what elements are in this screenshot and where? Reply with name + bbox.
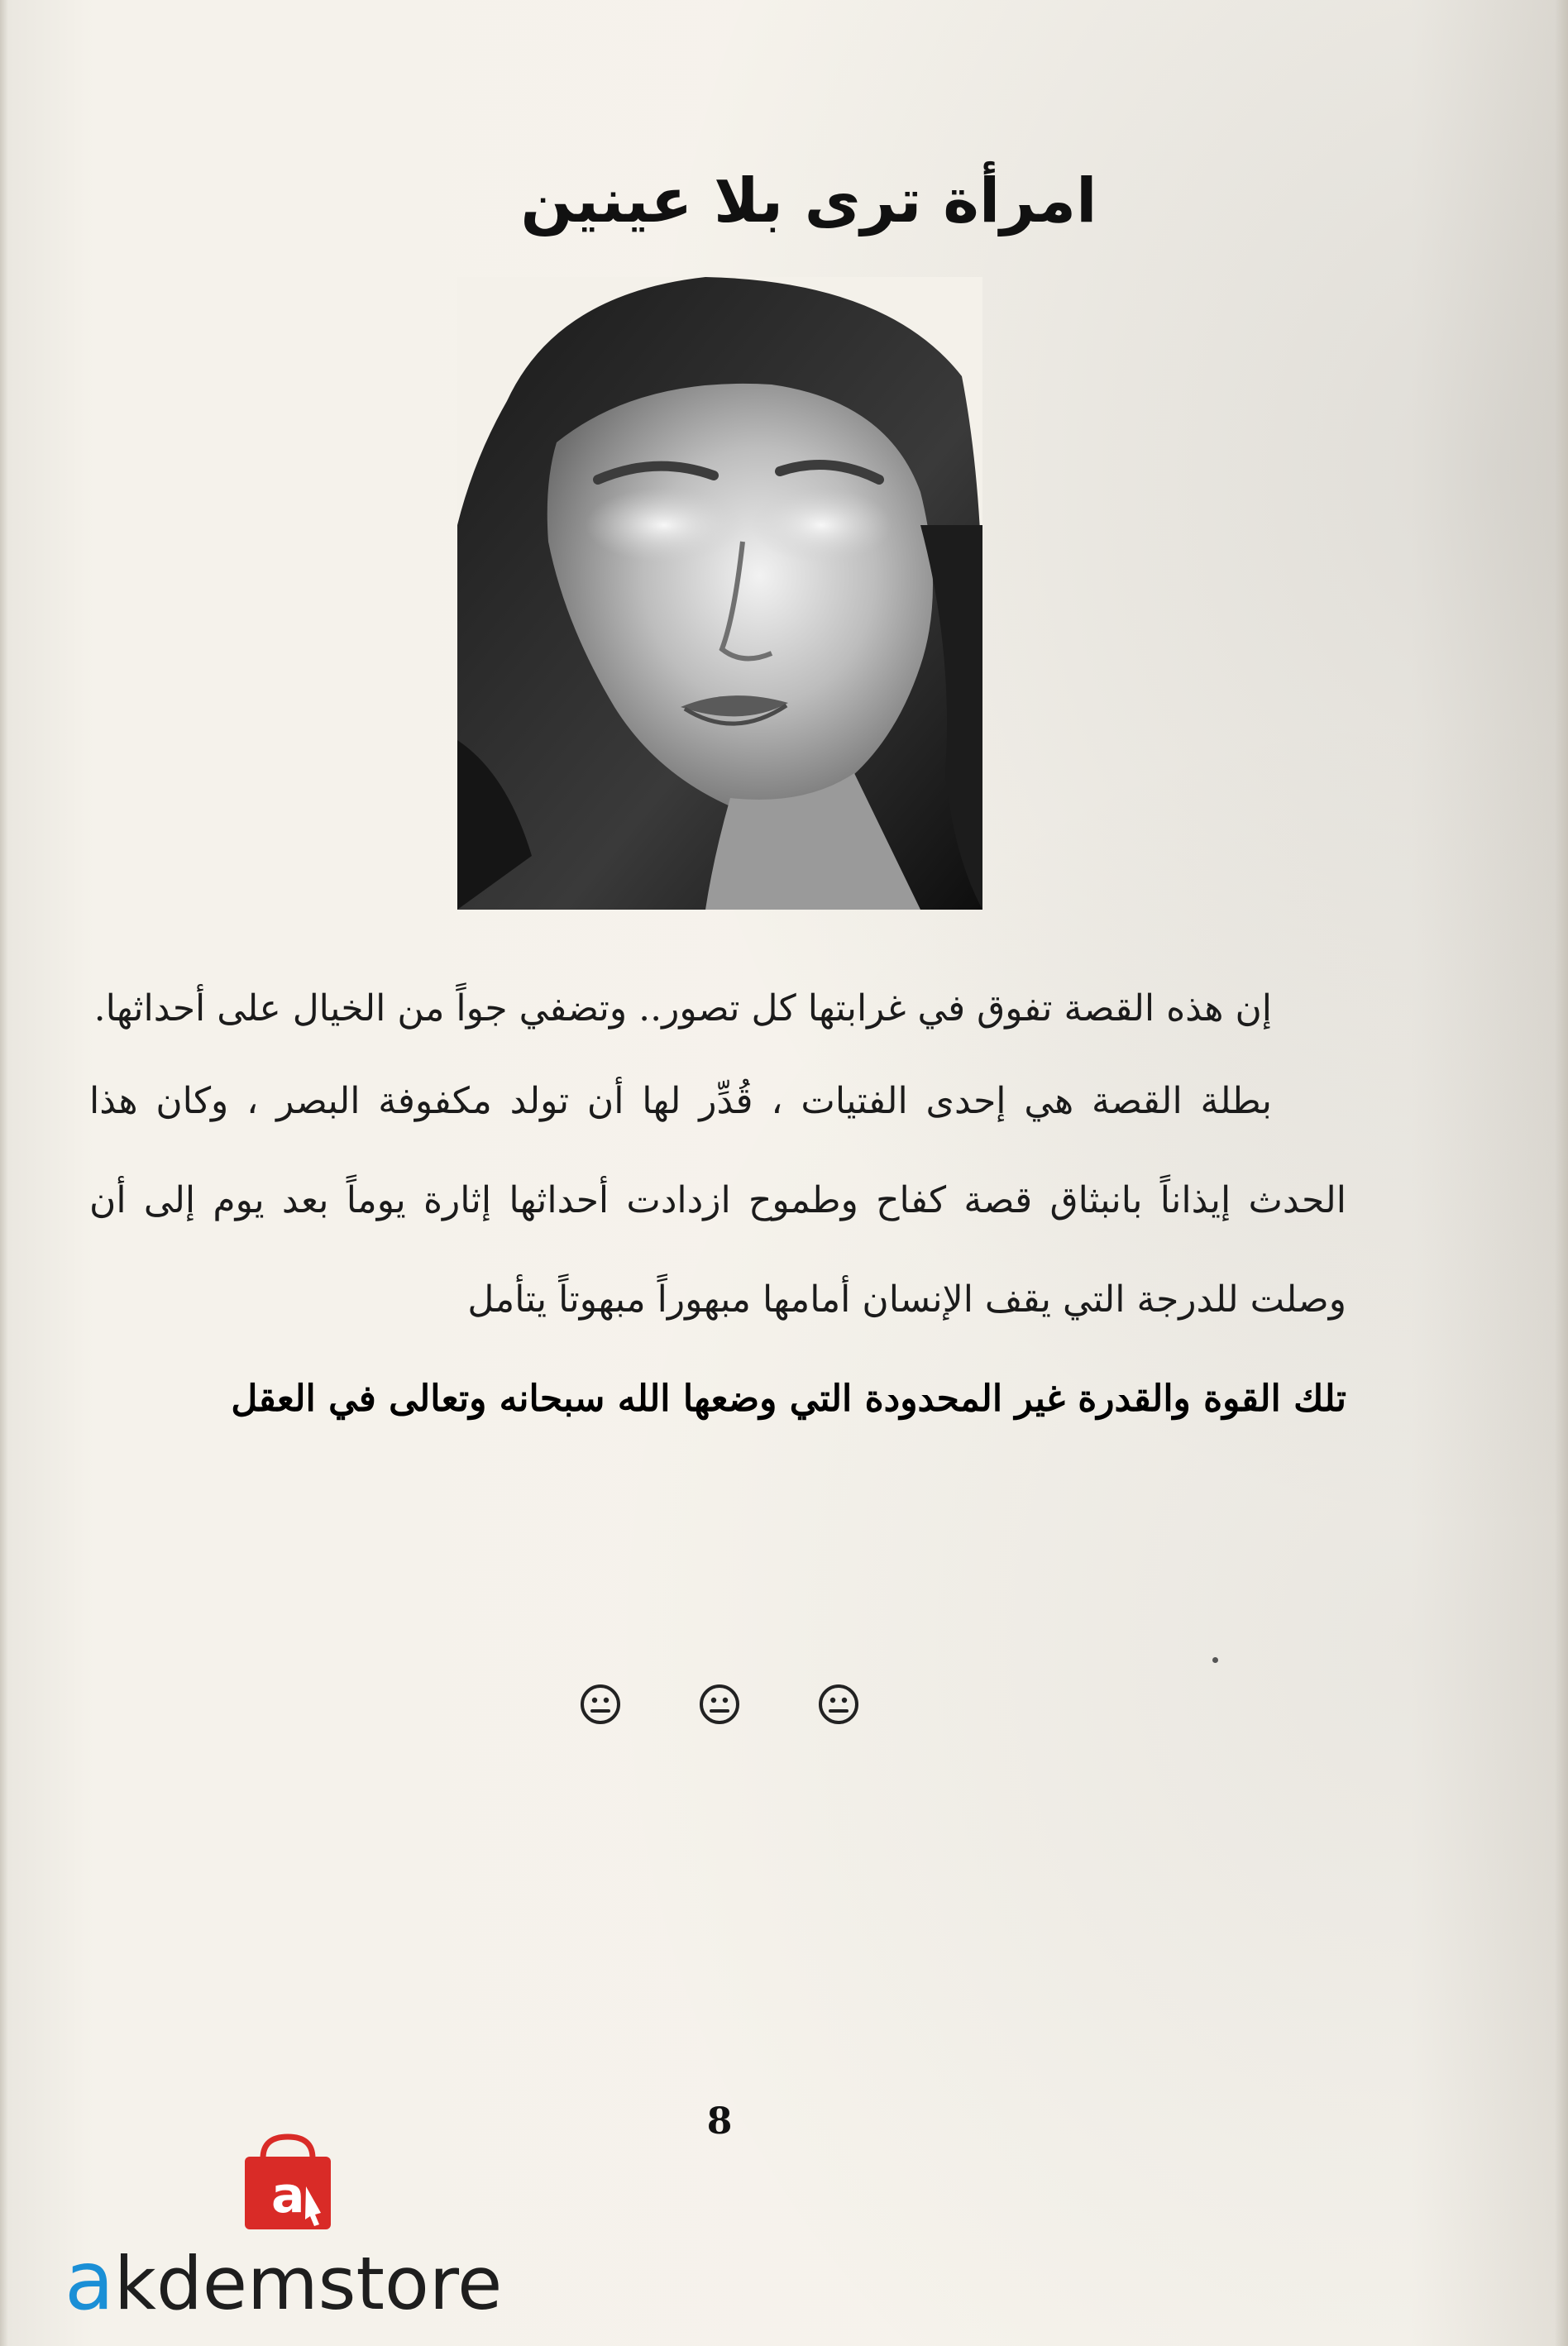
- akdemstore-watermark: [65, 2133, 528, 2324]
- page-edge-right: [1555, 0, 1568, 2346]
- story-text: [89, 959, 1346, 1449]
- paragraph-ending: تلك القوة والقدرة غير المحدودة التي وضعها الله سبحانه وتعالى في العقل: [231, 1378, 1346, 1420]
- section-separator: [579, 1683, 860, 1741]
- shopping-bag-logo-icon: [230, 2133, 346, 2233]
- svg-text:kdemstore: kdemstore: [114, 2241, 503, 2324]
- page-edge-left: [0, 0, 8, 2346]
- akdemstore-wordmark: [65, 2233, 528, 2324]
- paragraph-story: بطلة القصة هي إحدى الفتيات ، قُدِّر لها أن تولد مكفوفة البصر ، وكان هذا الحدث إيذاناً بانبثاق قصة كفاح وطموح ازدادت أحداثها إثارة يوماً بعد يوم إلى أن وصلت للدرجة التي يقف الإنسان أمامها مبهوراً مبهوتاً يتأمل: [89, 1080, 1346, 1321]
- neutral-face-icon: [579, 1683, 622, 1726]
- chapter-title: امرأة ترى بلا عينين: [520, 165, 1097, 237]
- paragraph-intro: إن هذه القصة تفوق في غرابتها كل تصور.. وتضفي جواً من الخيال على أحداثها.: [93, 987, 1272, 1030]
- svg-text:a: a: [271, 2167, 305, 2224]
- print-speck: [1212, 1657, 1218, 1663]
- neutral-face-icon: [698, 1683, 741, 1726]
- page-number: 8: [706, 2100, 733, 2143]
- svg-text:a: a: [65, 2234, 115, 2324]
- woman-portrait-image: [457, 277, 982, 910]
- neutral-face-icon: [817, 1683, 860, 1726]
